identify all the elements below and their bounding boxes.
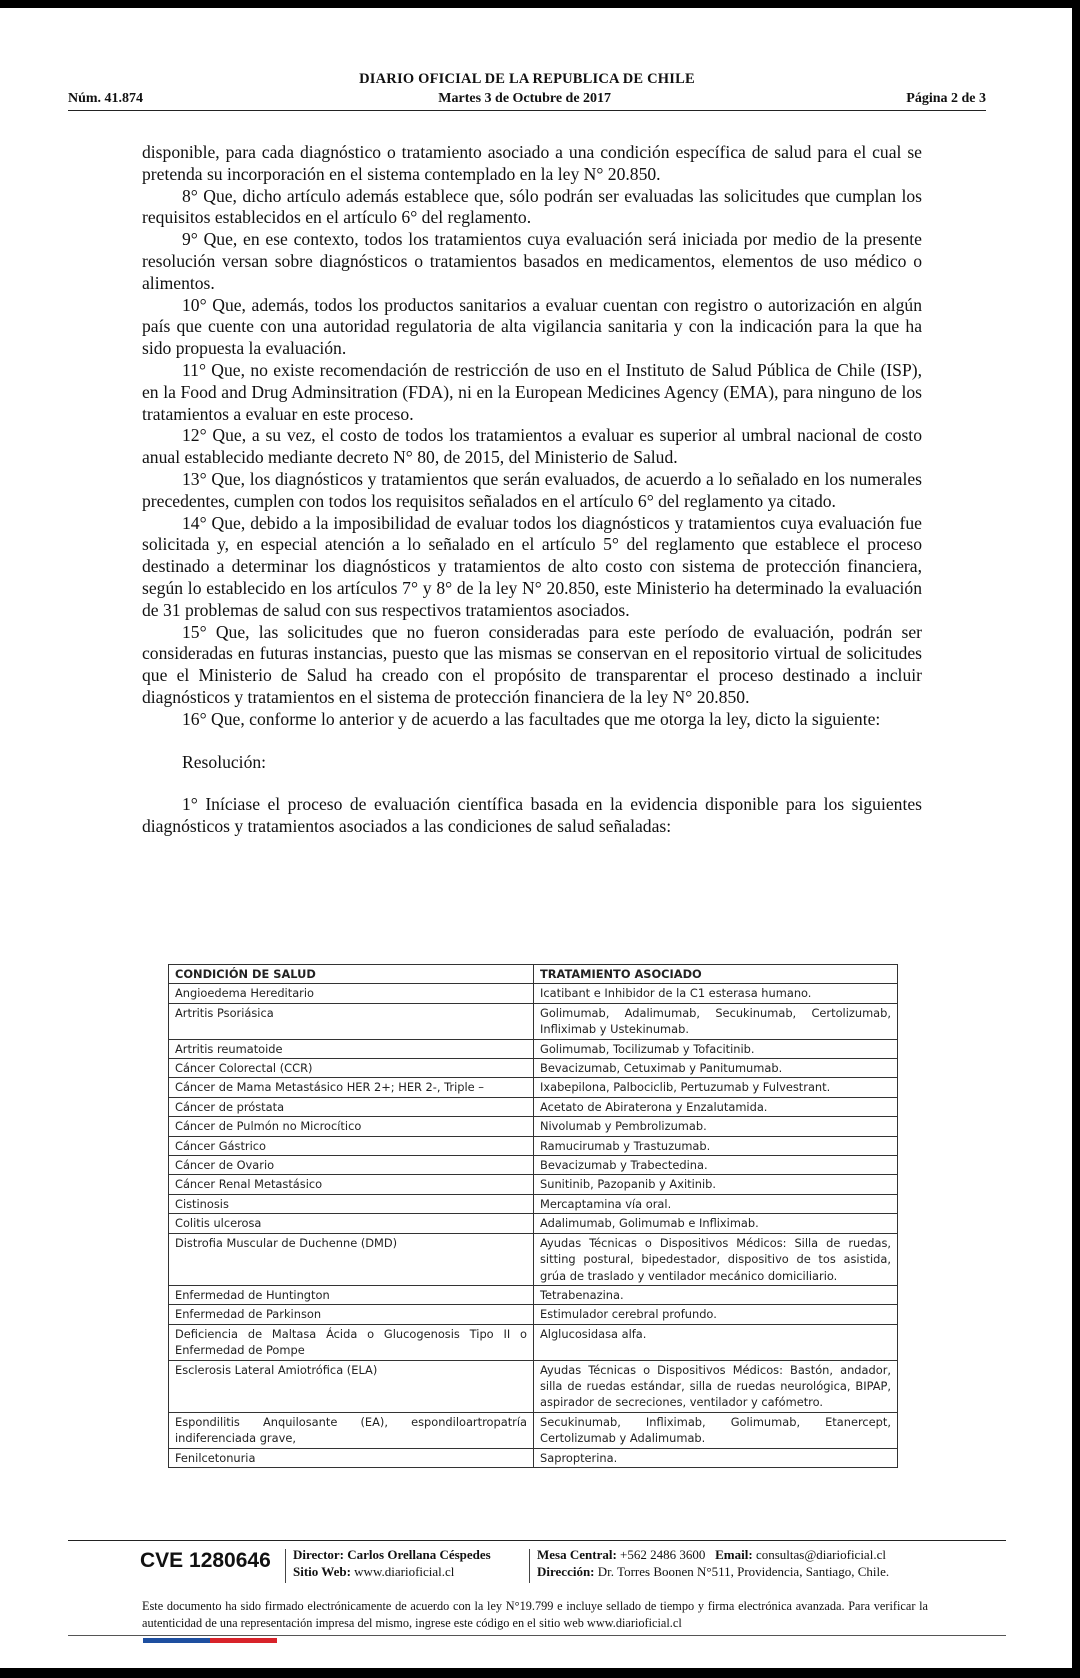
condition-cell: Artritis reumatoide [169,1039,534,1058]
footer-contact-left [293,1546,491,1580]
document-body [142,142,922,838]
condition-cell: Cáncer Colorectal (CCR) [169,1059,534,1078]
paragraph-8: 8° Que, dicho artículo además establece que, sólo podrán ser evaluadas las solicitudes que cumplan los requisitos establecidos en el artículo 6° del reglamento. [142,185,922,228]
condition-cell: Deficiencia de Maltasa Ácida o Glucogenosis Tipo II o Enfermedad de Pompe [169,1324,534,1360]
table-row [169,1324,898,1360]
address-text: Dr. Torres Boonen N°511, Providencia, Santiago, Chile. [597,1564,890,1579]
paragraph-16: 16° Que, conforme lo anterior y de acuerdo a las facultades que me otorga la ley, dicto la siguiente: [182,708,881,729]
condition-cell: Distrofia Muscular de Duchenne (DMD) [169,1233,534,1285]
condition-cell: Cáncer de próstata [169,1097,534,1116]
table-row [169,1003,898,1039]
paragraph-15: 15° Que, las solicitudes que no fueron consideradas para este período de evaluación, podrán ser consideradas en futuras instancias, puesto que las mismas se conservan en el repositorio virtual de solicitudes que el Ministerio de Salud ha creado con el propósito de transparentar el proceso destinado a incluir diagnósticos y tratamientos en el sistema de protección financiera de la ley N° 20.850. [142,621,922,707]
email-address[interactable]: consultas@diarioficial.cl [755,1547,886,1562]
condition-cell: Cáncer de Pulmón no Microcítico [169,1117,534,1136]
condition-cell: Enfermedad de Parkinson [169,1305,534,1324]
condition-cell: Cáncer de Mama Metastásico HER 2+; HER 2-, Triple – [169,1078,534,1097]
footer-separator [285,1549,286,1583]
table-row [169,1039,898,1058]
condition-cell: Angioedema Hereditario [169,984,534,1003]
phone-number: +562 2486 3600 [620,1547,706,1562]
column-header-condition: CONDICIÓN DE SALUD [169,965,534,984]
page-footer [140,1546,930,1590]
footer-separator [529,1549,530,1583]
flag-blue [143,1638,210,1643]
table-row [169,1448,898,1467]
treatment-cell: Acetato de Abiraterona y Enzalutamida. [534,1097,898,1116]
treatment-cell: Estimulador cerebral profundo. [534,1305,898,1324]
conditions-table [168,964,898,1468]
table-row [169,1360,898,1412]
treatment-cell: Ayudas Técnicas o Dispositivos Médicos: Silla de ruedas, sitting postural, bipedestador, dispositivo de tos asistida, grúa de traslado y ventilador mecánico domiciliario. [534,1233,898,1285]
table-row [169,1305,898,1324]
table-row [169,1156,898,1175]
condition-cell: Artritis Psoriásica [169,1003,534,1039]
resolution-item-1: 1° Iníciase el proceso de evaluación científica basada en la evidencia disponible para los siguientes diagnósticos y tratamientos asociados a las condiciones de salud señaladas: [142,794,922,837]
table-row [169,1285,898,1304]
treatment-cell: Mercaptamina vía oral. [534,1194,898,1213]
director-label: Director: [293,1547,345,1562]
treatment-cell: Golimumab, Tocilizumab y Tofacitinib. [534,1039,898,1058]
table-row [169,1059,898,1078]
treatment-cell: Icatibant e Inhibidor de la C1 esterasa humano. [534,984,898,1003]
table-row [169,1194,898,1213]
footer-rule-bottom [68,1635,1006,1636]
paragraph-10: 10° Que, además, todos los productos sanitarios a evaluar cuentan con registro o autorización en algún país que cuente con una autoridad regulatoria de alta vigilancia sanitaria y con la indicación para la que ha sido propuesta la evaluación. [142,294,922,359]
treatment-cell: Secukinumab, Infliximab, Golimumab, Etanercept, Certolizumab y Adalimumab. [534,1412,898,1448]
page-header [68,71,986,111]
footer-rule [68,1540,1006,1541]
table-row [169,1097,898,1116]
treatment-cell: Golimumab, Adalimumab, Secukinumab, Certolizumab, Infliximab y Ustekinumab. [534,1003,898,1039]
treatment-cell: Sunitinib, Pazopanib y Axitinib. [534,1175,898,1194]
treatment-cell: Ayudas Técnicas o Dispositivos Médicos: Bastón, andador, silla de ruedas estándar, silla de ruedas neurológica, BIPAP, aspirador de secreciones, ventilador y cafómetro. [534,1360,898,1412]
address-label: Dirección: [537,1564,595,1579]
table-row [169,1214,898,1233]
condition-cell: Colitis ulcerosa [169,1214,534,1233]
paragraph-11: 11° Que, no existe recomendación de restricción de uso en el Instituto de Salud Pública de Chile (ISP), en la Food and Drug Adminsitration (FDA), ni en la European Medicines Agency (EMA), para ninguno de los tratamientos a evaluar en este proceso. [142,359,922,424]
paragraph-12: 12° Que, a su vez, el costo de todos los tratamientos a evaluar es superior al umbral nacional de costo anual establecido mediante decreto N° 80, de 2015, del Ministerio de Salud. [142,425,922,468]
issue-date: Martes 3 de Octubre de 2017 [438,91,612,106]
treatment-cell: Adalimumab, Golimumab e Infliximab. [534,1214,898,1233]
website-link[interactable]: www.diarioficial.cl [354,1564,455,1579]
condition-cell: Espondilitis Anquilosante (EA), espondiloartropatría indiferenciada grave, [169,1412,534,1448]
condition-cell: Fenilcetonuria [169,1448,534,1467]
flag-stripe [143,1638,277,1643]
flag-red [210,1638,277,1643]
paragraph-9: 9° Que, en ese contexto, todos los tratamientos cuya evaluación será iniciada por medio de la presente resolución versan sobre diagnósticos o tratamientos basados en medicamentos, elementos de uso médico o alimentos. [142,229,922,293]
treatment-cell: Ixabepilona, Palbociclib, Pertuzumab y Fulvestrant. [534,1078,898,1097]
table-row [169,1175,898,1194]
treatment-cell: Bevacizumab y Trabectedina. [534,1156,898,1175]
email-label: Email: [715,1547,753,1562]
table-row [169,1233,898,1285]
condition-cell: Cistinosis [169,1194,534,1213]
condition-cell: Cáncer Gástrico [169,1136,534,1155]
table-row [169,1117,898,1136]
footer-contact-right [537,1546,889,1580]
page-number: Página 2 de 3 [906,91,986,106]
website-label: Sitio Web: [293,1564,351,1579]
director-name: Carlos Orellana Céspedes [347,1547,491,1562]
signature-note: Este documento ha sido firmado electrónicamente de acuerdo con la ley N°19.799 e incluye sellado de tiempo y firma electrónica avanzada. Para verificar la autenticidad de una representación impresa del mismo, ingrese este código en el sitio web www.diarioficial.cl [142,1599,928,1630]
treatment-cell: Tetrabenazina. [534,1285,898,1304]
header-rule [68,110,986,111]
treatment-cell: Sapropterina. [534,1448,898,1467]
treatment-cell: Nivolumab y Pembrolizumab. [534,1117,898,1136]
paragraph-14: 14° Que, debido a la imposibilidad de evaluar todos los diagnósticos y tratamientos cuya evaluación fue solicitada y, en especial atención a lo señalado en el artículo 5° del reglamento que establece el proceso destinado a determinar los diagnósticos y tratamientos de alto costo con sistema de protección financiera, según lo establecido en los artículos 7° y 8° de la ley N° 20.850, este Ministerio ha determinado la evaluación de 31 problemas de salud con sus respectivos tratamientos asociados. [142,512,922,620]
condition-cell: Enfermedad de Huntington [169,1285,534,1304]
paragraph-continued: disponible, para cada diagnóstico o tratamiento asociado a una condición específica de salud para el cual se pretenda su incorporación en el sistema contemplado en la ley N° 20.850. [142,142,922,184]
table-row [169,984,898,1003]
paragraph-13: 13° Que, los diagnósticos y tratamientos que serán evaluados, de acuerdo a lo señalado en los numerales precedentes, cumplen con todos los requisitos señalados en el artículo 6° del reglamento ya citado. [142,468,922,511]
newspaper-title: DIARIO OFICIAL DE LA REPUBLICA DE CHILE [359,71,695,87]
treatment-cell: Ramucirumab y Trastuzumab. [534,1136,898,1155]
table-row [169,1412,898,1448]
condition-cell: Cáncer de Ovario [169,1156,534,1175]
table-row [169,1136,898,1155]
treatment-cell: Bevacizumab, Cetuximab y Panitumumab. [534,1059,898,1078]
table-row [169,1078,898,1097]
table-header-row [169,965,898,984]
resolution-heading: Resolución: [182,751,267,772]
column-header-treatment: TRATAMIENTO ASOCIADO [534,965,898,984]
treatment-cell: Alglucosidasa alfa. [534,1324,898,1360]
condition-cell: Cáncer Renal Metastásico [169,1175,534,1194]
cve-code: CVE 1280646 [140,1549,271,1572]
issue-number: Núm. 41.874 [68,91,144,106]
phone-label: Mesa Central: [537,1547,617,1562]
condition-cell: Esclerosis Lateral Amiotrófica (ELA) [169,1360,534,1412]
document-page [0,8,1072,1668]
